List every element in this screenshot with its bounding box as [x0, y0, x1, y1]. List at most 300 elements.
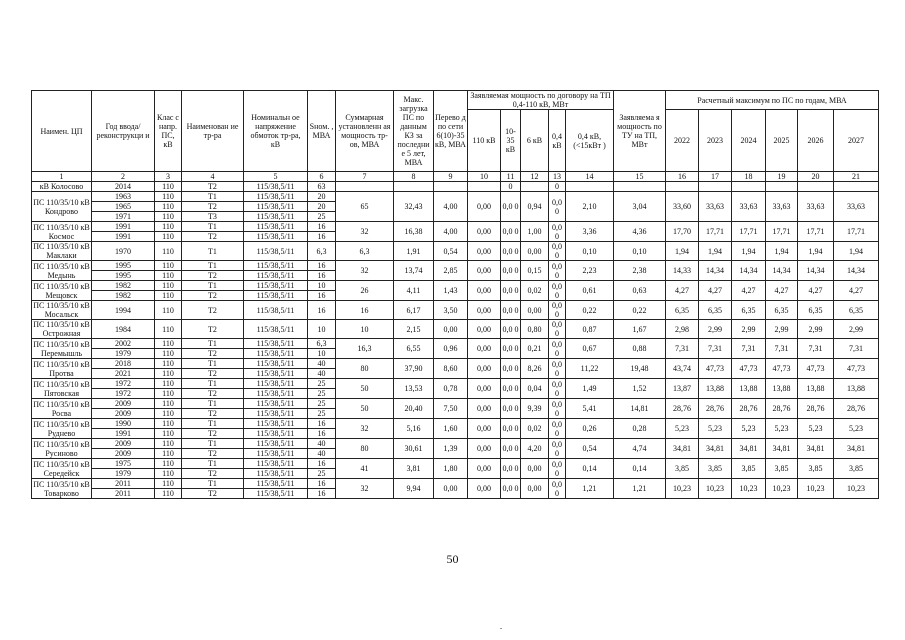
- nominal-voltage-cell: 115/38,5/11: [244, 409, 308, 419]
- tu-capacity-cell: 0,28: [614, 419, 666, 439]
- max-load-cell: 13,74: [394, 261, 434, 281]
- calc-max-cell: 5,23: [732, 419, 766, 439]
- calc-max-cell: 33,63: [834, 192, 879, 222]
- calc-max-cell: 10,23: [699, 479, 732, 499]
- substation-name-cell: ПС 110/35/10 кВ Перемышль: [33, 339, 90, 358]
- transformer-name-cell: Т2: [182, 182, 244, 192]
- declared-110-cell: 0,00: [468, 439, 501, 459]
- snom-cell: 63: [308, 182, 336, 192]
- substation-load-table: [31, 90, 879, 499]
- declared-110-cell: 0,00: [468, 281, 501, 301]
- calc-max-cell: 28,76: [666, 399, 699, 419]
- calc-max-cell: 2,99: [798, 320, 834, 339]
- calc-max-cell: 47,73: [766, 359, 798, 379]
- column-number-cell: 3: [155, 172, 182, 182]
- calc-max-cell: 33,63: [766, 192, 798, 222]
- declared-6-cell: 0,00: [521, 479, 549, 499]
- declared-6-cell: 1,00: [521, 222, 549, 242]
- max-load-cell: 13,53: [394, 379, 434, 399]
- voltage-class-cell: 110: [155, 429, 182, 439]
- declared-6-cell: 9,39: [521, 399, 549, 419]
- declared-10-35-cell: 0,0 0: [501, 419, 521, 439]
- declared-04-cell: 0,0 0: [549, 459, 566, 479]
- max-load-cell: [394, 182, 434, 192]
- nominal-voltage-cell: 115/38,5/11: [244, 242, 308, 261]
- transformer-name-cell: Т1: [182, 242, 244, 261]
- transfer-cell: 1,60: [434, 419, 468, 439]
- declared-110-cell: 0,00: [468, 419, 501, 439]
- header-calc-group: Расчетный максимум по ПС по годам, МВА: [666, 91, 879, 110]
- snom-cell: 6,3: [308, 242, 336, 261]
- total-capacity-cell: 32: [336, 419, 394, 439]
- declared-04-small-cell: 11,22: [566, 359, 614, 379]
- header-transfer: Перево д по сети 6(10)-35 кВ, МВА: [434, 91, 468, 172]
- table-row: [32, 261, 879, 271]
- calc-max-cell: 14,34: [798, 261, 834, 281]
- calc-max-cell: [732, 182, 766, 192]
- header-cp-name: Наимен. ЦП: [32, 91, 92, 172]
- year-cell: 1975: [92, 459, 155, 469]
- snom-cell: 40: [308, 449, 336, 459]
- column-number-cell: 6: [308, 172, 336, 182]
- transformer-name-cell: Т1: [182, 192, 244, 202]
- snom-cell: 6,3: [308, 339, 336, 349]
- snom-cell: 16: [308, 232, 336, 242]
- total-capacity-cell: 32: [336, 479, 394, 499]
- calc-max-cell: 2,99: [699, 320, 732, 339]
- declared-6-cell: 0,80: [521, 320, 549, 339]
- transformer-name-cell: Т1: [182, 399, 244, 409]
- nominal-voltage-cell: 115/38,5/11: [244, 271, 308, 281]
- snom-cell: 16: [308, 271, 336, 281]
- calc-max-cell: 34,81: [699, 439, 732, 459]
- calc-max-cell: 17,71: [798, 222, 834, 242]
- declared-04-small-cell: 0,87: [566, 320, 614, 339]
- transformer-name-cell: Т1: [182, 222, 244, 232]
- calc-max-cell: 6,35: [766, 301, 798, 320]
- snom-cell: 25: [308, 469, 336, 479]
- declared-04-small-cell: [566, 182, 614, 192]
- column-number-row: [32, 172, 879, 182]
- voltage-class-cell: 110: [155, 222, 182, 232]
- declared-110-cell: 0,00: [468, 339, 501, 359]
- nominal-voltage-cell: 115/38,5/11: [244, 349, 308, 359]
- tu-capacity-cell: 0,22: [614, 301, 666, 320]
- calc-max-cell: 10,23: [766, 479, 798, 499]
- calc-max-cell: 5,23: [798, 419, 834, 439]
- transformer-name-cell: Т3: [182, 212, 244, 222]
- declared-6-cell: 0,04: [521, 379, 549, 399]
- declared-110-cell: 0,00: [468, 261, 501, 281]
- table-row: [32, 399, 879, 409]
- voltage-class-cell: 110: [155, 369, 182, 379]
- transformer-name-cell: Т2: [182, 469, 244, 479]
- calc-max-cell: [798, 182, 834, 192]
- substation-name-cell: ПС 110/35/10 кВ Маклаки: [33, 242, 90, 260]
- table-row: [32, 439, 879, 449]
- table-body: [32, 182, 879, 499]
- column-number-cell: 2: [92, 172, 155, 182]
- calc-max-cell: 10,23: [798, 479, 834, 499]
- calc-max-cell: 28,76: [766, 399, 798, 419]
- voltage-class-cell: 110: [155, 419, 182, 429]
- snom-cell: 25: [308, 399, 336, 409]
- voltage-class-cell: 110: [155, 389, 182, 399]
- header-year-2022: 2022: [666, 110, 699, 172]
- nominal-voltage-cell: 115/38,5/11: [244, 261, 308, 271]
- calc-max-cell: 13,88: [699, 379, 732, 399]
- transformer-name-cell: Т2: [182, 320, 244, 339]
- declared-04-small-cell: 2,10: [566, 192, 614, 222]
- tu-capacity-cell: 4,36: [614, 222, 666, 242]
- table-row: [32, 242, 879, 261]
- calc-max-cell: 4,27: [666, 281, 699, 301]
- year-cell: 1972: [92, 389, 155, 399]
- nominal-voltage-cell: 115/38,5/11: [244, 222, 308, 232]
- declared-04-small-cell: 0,61: [566, 281, 614, 301]
- declared-110-cell: 0,00: [468, 359, 501, 379]
- voltage-class-cell: 110: [155, 449, 182, 459]
- substation-name-cell: ПС 110/35/10 кВ Мосальск: [33, 301, 90, 319]
- voltage-class-cell: 110: [155, 202, 182, 212]
- calc-max-cell: 33,63: [798, 192, 834, 222]
- header-transformer-name: Наименован ие тр-ра: [182, 91, 244, 172]
- year-cell: 1995: [92, 261, 155, 271]
- year-cell: 2002: [92, 339, 155, 349]
- year-cell: 1990: [92, 419, 155, 429]
- nominal-voltage-cell: 115/38,5/11: [244, 429, 308, 439]
- table-row: [32, 281, 879, 291]
- voltage-class-cell: 110: [155, 469, 182, 479]
- header-year-2025: 2025: [766, 110, 798, 172]
- calc-max-cell: 34,81: [666, 439, 699, 459]
- calc-max-cell: 13,88: [798, 379, 834, 399]
- column-number-cell: 20: [798, 172, 834, 182]
- declared-10-35-cell: 0,0 0: [501, 222, 521, 242]
- declared-04-small-cell: 0,67: [566, 339, 614, 359]
- total-capacity-cell: 10: [336, 320, 394, 339]
- tu-capacity-cell: 1,67: [614, 320, 666, 339]
- header-snom: Sном. , МВА: [308, 91, 336, 172]
- snom-cell: 25: [308, 409, 336, 419]
- declared-10-35-cell: 0,0 0: [501, 281, 521, 301]
- calc-max-cell: 6,35: [699, 301, 732, 320]
- calc-max-cell: 2,99: [834, 320, 879, 339]
- transformer-name-cell: Т2: [182, 389, 244, 399]
- calc-max-cell: 47,73: [699, 359, 732, 379]
- transformer-name-cell: Т2: [182, 349, 244, 359]
- nominal-voltage-cell: 115/38,5/11: [244, 291, 308, 301]
- declared-04-small-cell: 0,54: [566, 439, 614, 459]
- max-load-cell: 6,55: [394, 339, 434, 359]
- header-row-1: [32, 91, 879, 110]
- transformer-name-cell: Т1: [182, 379, 244, 389]
- declared-04-small-cell: 0,10: [566, 242, 614, 261]
- snom-cell: 16: [308, 222, 336, 232]
- transformer-name-cell: Т2: [182, 232, 244, 242]
- total-capacity-cell: 65: [336, 192, 394, 222]
- calc-max-cell: 17,71: [732, 222, 766, 242]
- calc-max-cell: 7,31: [666, 339, 699, 359]
- header-tu-capacity: Заявляема я мощность по ТУ на ТП, МВт: [614, 91, 666, 172]
- calc-max-cell: 47,73: [798, 359, 834, 379]
- nominal-voltage-cell: 115/38,5/11: [244, 399, 308, 409]
- declared-10-35-cell: 0,0 0: [501, 359, 521, 379]
- declared-04-small-cell: 1,49: [566, 379, 614, 399]
- transformer-name-cell: Т1: [182, 419, 244, 429]
- voltage-class-cell: 110: [155, 339, 182, 349]
- column-number-cell: 10: [468, 172, 501, 182]
- snom-cell: 20: [308, 202, 336, 212]
- nominal-voltage-cell: 115/38,5/11: [244, 301, 308, 320]
- calc-max-cell: 4,27: [766, 281, 798, 301]
- calc-max-cell: 34,81: [834, 439, 879, 459]
- nominal-voltage-cell: 115/38,5/11: [244, 339, 308, 349]
- declared-04-cell: 0: [549, 182, 566, 192]
- year-cell: 1972: [92, 379, 155, 389]
- declared-04-cell: 0,0 0: [549, 419, 566, 439]
- column-number-cell: 14: [566, 172, 614, 182]
- voltage-class-cell: 110: [155, 439, 182, 449]
- substation-name-cell: ПС 110/35/10 кВ Космос: [33, 222, 90, 241]
- voltage-class-cell: 110: [155, 192, 182, 202]
- transformer-name-cell: Т2: [182, 271, 244, 281]
- declared-6-cell: 0,21: [521, 339, 549, 359]
- max-load-cell: 5,16: [394, 419, 434, 439]
- snom-cell: 25: [308, 379, 336, 389]
- declared-10-35-cell: 0,0 0: [501, 439, 521, 459]
- calc-max-cell: 3,85: [798, 459, 834, 479]
- transfer-cell: 0,78: [434, 379, 468, 399]
- header-nominal-voltage: Номинальн ое напряжение обмоток тр-ра, кВ: [244, 91, 308, 172]
- snom-cell: 16: [308, 291, 336, 301]
- total-capacity-cell: [336, 182, 394, 192]
- declared-04-cell: 0,0 0: [549, 379, 566, 399]
- substation-name-cell: ПС 110/35/10 кВ Руднево: [33, 419, 90, 438]
- year-cell: 1991: [92, 232, 155, 242]
- snom-cell: 10: [308, 320, 336, 339]
- declared-110-cell: 0,00: [468, 399, 501, 419]
- voltage-class-cell: 110: [155, 320, 182, 339]
- calc-max-cell: 4,27: [798, 281, 834, 301]
- declared-110-cell: 0,00: [468, 459, 501, 479]
- year-cell: 2009: [92, 449, 155, 459]
- calc-max-cell: 4,27: [732, 281, 766, 301]
- max-load-cell: 9,94: [394, 479, 434, 499]
- table-row: [32, 192, 879, 202]
- transformer-name-cell: Т2: [182, 489, 244, 499]
- calc-max-cell: 28,76: [798, 399, 834, 419]
- page-number: 50: [446, 552, 459, 566]
- voltage-class-cell: 110: [155, 261, 182, 271]
- substation-name-cell: ПС 110/35/10 кВ Товарково: [33, 479, 90, 498]
- nominal-voltage-cell: 115/38,5/11: [244, 439, 308, 449]
- nominal-voltage-cell: 115/38,5/11: [244, 449, 308, 459]
- calc-max-cell: 10,23: [666, 479, 699, 499]
- total-capacity-cell: 16,3: [336, 339, 394, 359]
- calc-max-cell: 6,35: [732, 301, 766, 320]
- calc-max-cell: 3,85: [699, 459, 732, 479]
- calc-max-cell: [766, 182, 798, 192]
- total-capacity-cell: 80: [336, 439, 394, 459]
- transformer-name-cell: Т1: [182, 479, 244, 489]
- year-cell: 2009: [92, 399, 155, 409]
- transformer-name-cell: Т2: [182, 301, 244, 320]
- snom-cell: 16: [308, 479, 336, 489]
- declared-110-cell: 0,00: [468, 192, 501, 222]
- declared-04-small-cell: 0,26: [566, 419, 614, 439]
- nominal-voltage-cell: 115/38,5/11: [244, 202, 308, 212]
- max-load-cell: 37,90: [394, 359, 434, 379]
- calc-max-cell: 4,27: [699, 281, 732, 301]
- column-number-cell: 4: [182, 172, 244, 182]
- calc-max-cell: 3,85: [732, 459, 766, 479]
- calc-max-cell: 33,63: [699, 192, 732, 222]
- transfer-cell: 1,39: [434, 439, 468, 459]
- table-row: [32, 379, 879, 389]
- calc-max-cell: 1,94: [732, 242, 766, 261]
- declared-10-35-cell: 0,0 0: [501, 479, 521, 499]
- column-number-cell: 18: [732, 172, 766, 182]
- substation-name-cell: ПС 110/35/10 кВ Росва: [33, 399, 90, 418]
- declared-10-35-cell: 0,0 0: [501, 301, 521, 320]
- column-number-cell: 1: [32, 172, 92, 182]
- substation-name-cell: ПС 110/35/10 кВ Кондрово: [32, 192, 92, 222]
- snom-cell: 16: [308, 301, 336, 320]
- transformer-name-cell: Т2: [182, 369, 244, 379]
- voltage-class-cell: 110: [155, 409, 182, 419]
- declared-04-cell: 0,0 0: [549, 242, 566, 261]
- max-load-cell: 32,43: [394, 192, 434, 222]
- calc-max-cell: 14,34: [732, 261, 766, 281]
- transfer-cell: 0,00: [434, 479, 468, 499]
- max-load-cell: 4,11: [394, 281, 434, 301]
- voltage-class-cell: 110: [155, 399, 182, 409]
- declared-04-small-cell: 0,22: [566, 301, 614, 320]
- substation-name-cell: ПС 110/35/10 кВ Пятовская: [33, 379, 90, 398]
- total-capacity-cell: 50: [336, 379, 394, 399]
- calc-max-cell: 47,73: [732, 359, 766, 379]
- table-row: [32, 222, 879, 232]
- year-cell: 1982: [92, 291, 155, 301]
- calc-max-cell: 28,76: [732, 399, 766, 419]
- column-number-cell: 7: [336, 172, 394, 182]
- transfer-cell: 8,60: [434, 359, 468, 379]
- tu-capacity-cell: 14,81: [614, 399, 666, 419]
- declared-04-cell: 0,0 0: [549, 261, 566, 281]
- calc-max-cell: 13,88: [766, 379, 798, 399]
- calc-max-cell: 7,31: [699, 339, 732, 359]
- total-capacity-cell: 50: [336, 399, 394, 419]
- total-capacity-cell: 26: [336, 281, 394, 301]
- calc-max-cell: 28,76: [699, 399, 732, 419]
- year-cell: 1971: [92, 212, 155, 222]
- transformer-name-cell: Т1: [182, 281, 244, 291]
- declared-04-cell: 0,0 0: [549, 222, 566, 242]
- calc-max-cell: 17,71: [766, 222, 798, 242]
- calc-max-cell: 6,35: [666, 301, 699, 320]
- calc-max-cell: 17,71: [834, 222, 879, 242]
- declared-6-cell: 4,20: [521, 439, 549, 459]
- header-declared-6: 6 кВ: [521, 110, 549, 172]
- calc-max-cell: 7,31: [834, 339, 879, 359]
- declared-04-cell: 0,0 0: [549, 479, 566, 499]
- header-year-2024: 2024: [732, 110, 766, 172]
- header-declared-10-35: 10-35 кВ: [501, 110, 521, 172]
- column-number-cell: 17: [699, 172, 732, 182]
- declared-10-35-cell: 0,0 0: [501, 379, 521, 399]
- year-cell: 1984: [92, 320, 155, 339]
- declared-04-small-cell: 1,21: [566, 479, 614, 499]
- nominal-voltage-cell: 115/38,5/11: [244, 232, 308, 242]
- year-cell: 2009: [92, 439, 155, 449]
- declared-6-cell: 0,02: [521, 419, 549, 439]
- declared-10-35-cell: 0,0 0: [501, 320, 521, 339]
- declared-04-cell: 0,0 0: [549, 399, 566, 419]
- tu-capacity-cell: [614, 182, 666, 192]
- nominal-voltage-cell: 115/38,5/11: [244, 359, 308, 369]
- declared-10-35-cell: 0,0 0: [501, 339, 521, 359]
- calc-max-cell: 13,88: [834, 379, 879, 399]
- declared-04-small-cell: 3,36: [566, 222, 614, 242]
- calc-max-cell: 2,99: [732, 320, 766, 339]
- declared-04-cell: 0,0 0: [549, 359, 566, 379]
- calc-max-cell: 6,35: [798, 301, 834, 320]
- calc-max-cell: 34,81: [766, 439, 798, 459]
- scan-mark: [500, 628, 502, 629]
- voltage-class-cell: 110: [155, 489, 182, 499]
- table-row: [32, 301, 879, 320]
- transfer-cell: 0,54: [434, 242, 468, 261]
- declared-10-35-cell: 0,0 0: [501, 242, 521, 261]
- max-load-cell: 1,91: [394, 242, 434, 261]
- column-number-cell: 16: [666, 172, 699, 182]
- voltage-class-cell: 110: [155, 379, 182, 389]
- column-number-cell: 13: [549, 172, 566, 182]
- voltage-class-cell: 110: [155, 232, 182, 242]
- transfer-cell: 4,00: [434, 192, 468, 222]
- substation-name-cell: ПС 110/35/10 кВ Острожная: [33, 320, 90, 338]
- calc-max-cell: 5,23: [699, 419, 732, 439]
- declared-6-cell: 0,00: [521, 242, 549, 261]
- snom-cell: 10: [308, 349, 336, 359]
- tu-capacity-cell: 1,52: [614, 379, 666, 399]
- header-declared-group: Заявляемая мощность по договору на ТП 0,4-110 кВ, МВт: [468, 91, 614, 110]
- max-load-cell: 2,15: [394, 320, 434, 339]
- year-cell: 1970: [92, 242, 155, 261]
- calc-max-cell: 43,74: [666, 359, 699, 379]
- voltage-class-cell: 110: [155, 301, 182, 320]
- snom-cell: 16: [308, 419, 336, 429]
- substation-name-cell: кВ Колосово: [32, 182, 92, 192]
- table-row: [32, 359, 879, 369]
- declared-110-cell: 0,00: [468, 222, 501, 242]
- snom-cell: 20: [308, 192, 336, 202]
- calc-max-cell: 10,23: [732, 479, 766, 499]
- calc-max-cell: 14,34: [834, 261, 879, 281]
- nominal-voltage-cell: 115/38,5/11: [244, 479, 308, 489]
- declared-6-cell: 0,00: [521, 459, 549, 479]
- nominal-voltage-cell: 115/38,5/11: [244, 459, 308, 469]
- nominal-voltage-cell: 115/38,5/11: [244, 212, 308, 222]
- nominal-voltage-cell: 115/38,5/11: [244, 379, 308, 389]
- voltage-class-cell: 110: [155, 242, 182, 261]
- calc-max-cell: 3,85: [766, 459, 798, 479]
- calc-max-cell: 7,31: [732, 339, 766, 359]
- calc-max-cell: 1,94: [666, 242, 699, 261]
- voltage-class-cell: 110: [155, 212, 182, 222]
- tu-capacity-cell: 4,74: [614, 439, 666, 459]
